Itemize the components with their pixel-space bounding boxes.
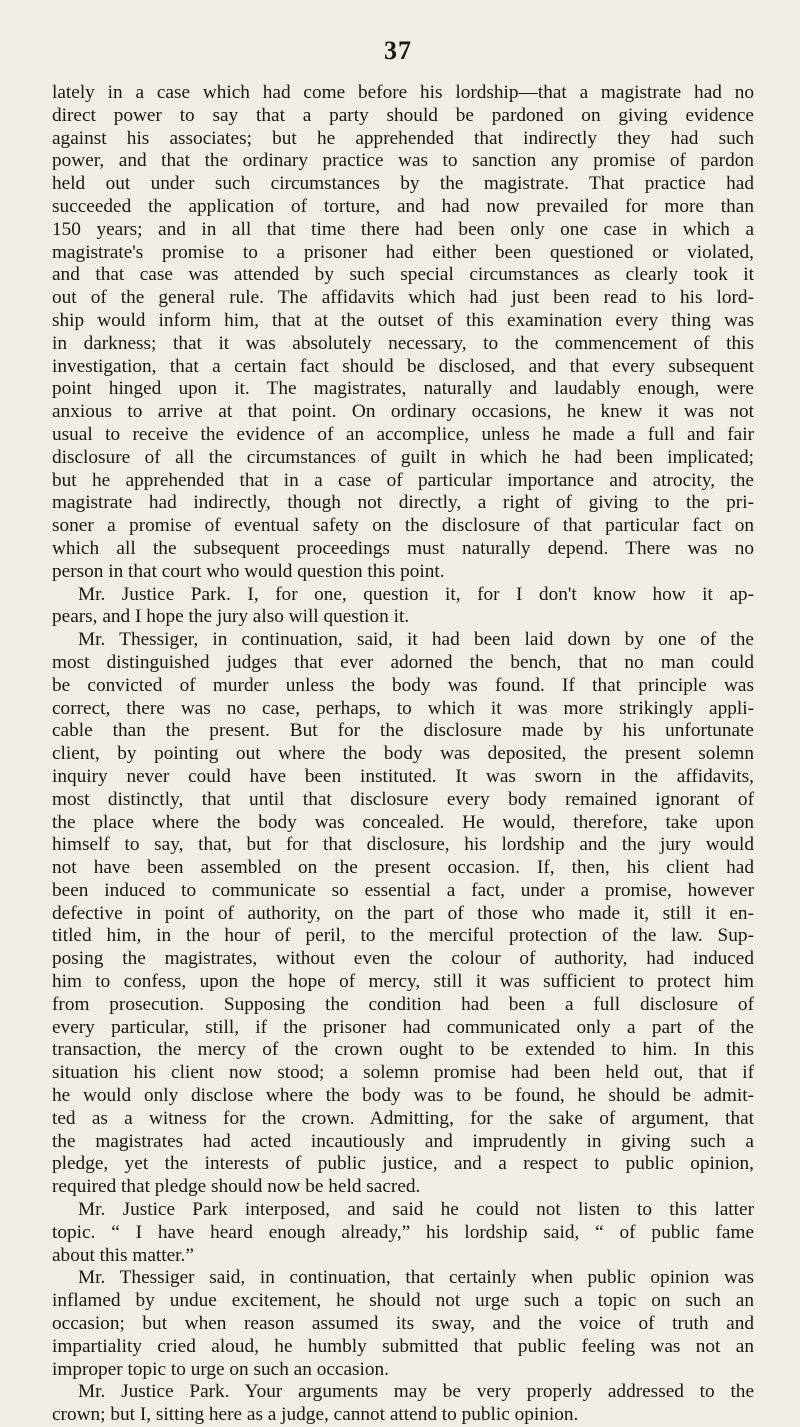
paragraph	[52, 1199, 754, 1267]
paragraph	[52, 82, 754, 584]
paragraph	[52, 584, 754, 630]
text-line: not have been assembled on the present occasion. If, then, his client had	[52, 857, 754, 879]
text-line: topic. “ I have heard enough already,” his lordship said, “ of public fame	[52, 1221, 754, 1243]
page-number: 37	[384, 36, 412, 65]
text-line: succeeded the application of torture, and had now prevailed for more than	[52, 195, 754, 217]
text-line: inquiry never could have been instituted. It was sworn in the affidavits,	[52, 765, 754, 787]
text-line: him to confess, upon the hope of mercy, still it was sufficient to protect him	[52, 971, 754, 993]
text-line: magistrate's promise to a prisoner had either been questioned or violated,	[52, 241, 754, 263]
text-line: Mr. Justice Park interposed, and said he could not listen to this latter	[78, 1199, 754, 1221]
text-line: pledge, yet the interests of public justice, and a respect to public opinion,	[52, 1153, 754, 1175]
text-line: impartiality cried aloud, he humbly submitted that public feeling was not an	[52, 1335, 754, 1357]
text-line: power, and that the ordinary practice was to sanction any promise of pardon	[52, 150, 754, 172]
text-line: most distinguished judges that ever adorned the bench, that no man could	[52, 651, 754, 673]
text-line: most distinctly, that until that disclosure every body remained ignorant of	[52, 788, 754, 810]
paragraph	[52, 629, 754, 1199]
paragraph	[52, 1267, 754, 1381]
text-line: inflamed by undue excitement, he should not urge such a topic on such an	[52, 1290, 754, 1312]
text-line: ted as a witness for the crown. Admitting, for the sake of argument, that	[52, 1107, 754, 1129]
text-line: but he apprehended that in a case of particular importance and atrocity, the	[52, 469, 754, 491]
text-line: held out under such circumstances by the magistrate. That practice had	[52, 173, 754, 195]
text-line: from prosecution. Supposing the condition had been a full disclosure of	[52, 993, 754, 1015]
text-line: against his associates; but he apprehended that indirectly they had such	[52, 127, 754, 149]
text-line: Mr. Thessiger, in continuation, said, it had been laid down by one of the	[78, 629, 754, 651]
body-text	[52, 82, 754, 1427]
text-line: ship would inform him, that at the outset of this examination every thing was	[52, 309, 754, 331]
text-line: himself to say, that, but for that disclosure, his lordship and the jury would	[52, 834, 754, 856]
text-line: pears, and I hope the jury also will question it.	[52, 606, 410, 628]
text-line: person in that court who would question this point.	[52, 560, 445, 582]
text-line: titled him, in the hour of peril, to the merciful protection of the law. Sup-	[52, 925, 754, 947]
text-line: which all the subsequent proceedings must naturally depend. There was no	[52, 537, 754, 559]
text-line: usual to receive the evidence of an accomplice, unless he made a full and fair	[52, 423, 754, 445]
text-line: soner a promise of eventual safety on the disclosure of that particular fact on	[52, 515, 754, 537]
text-line: direct power to say that a party should be pardoned on giving evidence	[52, 104, 754, 126]
text-line: the place where the body was concealed. He would, therefore, take upon	[52, 811, 754, 833]
text-line: transaction, the mercy of the crown ought to be extended to him. In this	[52, 1039, 754, 1061]
text-line: magistrate had indirectly, though not directly, a right of giving to the pri-	[52, 492, 754, 514]
text-line: about this matter.”	[52, 1244, 194, 1266]
text-line: Mr. Justice Park. Your arguments may be very properly addressed to the	[78, 1381, 754, 1403]
text-line: crown; but I, sitting here as a judge, cannot attend to public opinion.	[52, 1404, 579, 1426]
text-line: in darkness; that it was absolutely necessary, to the commencement of this	[52, 332, 754, 354]
text-line: be convicted of murder unless the body was found. If that principle was	[52, 674, 754, 696]
text-line: lately in a case which had come before his lordship—that a magistrate had no	[52, 82, 754, 103]
text-line: disclosure of all the circumstances of guilt in which he had been implicated;	[52, 446, 754, 468]
text-line: been induced to communicate so essential a fact, under a promise, however	[52, 879, 754, 901]
paragraph	[52, 1381, 754, 1427]
text-line: point hinged upon it. The magistrates, naturally and laudably enough, were	[52, 378, 754, 400]
text-line: improper topic to urge on such an occasion.	[52, 1358, 389, 1380]
text-line: correct, there was no case, perhaps, to which it was more strikingly appli-	[52, 697, 754, 719]
text-line: posing the magistrates, without even the colour of authority, had induced	[52, 948, 754, 970]
text-line: cable than the present. But for the disclosure made by his unfortunate	[52, 720, 754, 742]
text-line: he would only disclose where the body was to be found, he should be admit-	[52, 1085, 754, 1107]
text-line: required that pledge should now be held sacred.	[52, 1176, 421, 1198]
text-line: investigation, that a certain fact should be disclosed, and that every subsequent	[52, 355, 754, 377]
text-line: Mr. Thessiger said, in continuation, that certainly when public opinion was	[78, 1267, 754, 1289]
text-line: occasion; but when reason assumed its sway, and the voice of truth and	[52, 1313, 754, 1335]
text-line: out of the general rule. The affidavits which had just been read to his lord-	[52, 287, 754, 309]
text-line: Mr. Justice Park. I, for one, question it, for I don't know how it ap-	[78, 583, 754, 605]
text-line: situation his client now stood; a solemn promise had been held out, that if	[52, 1062, 754, 1084]
text-line: and that case was attended by such special circumstances as clearly took it	[52, 264, 754, 286]
text-line: 150 years; and in all that time there had been only one case in which a	[52, 218, 754, 240]
text-line: the magistrates had acted incautiously and imprudently in giving such a	[52, 1130, 754, 1152]
text-line: every particular, still, if the prisoner had communicated only a part of the	[52, 1016, 754, 1038]
text-line: client, by pointing out where the body was deposited, the present solemn	[52, 743, 754, 765]
text-line: anxious to arrive at that point. On ordinary occasions, he knew it was not	[52, 401, 754, 423]
text-line: defective in point of authority, on the part of those who made it, still it en-	[52, 902, 754, 924]
